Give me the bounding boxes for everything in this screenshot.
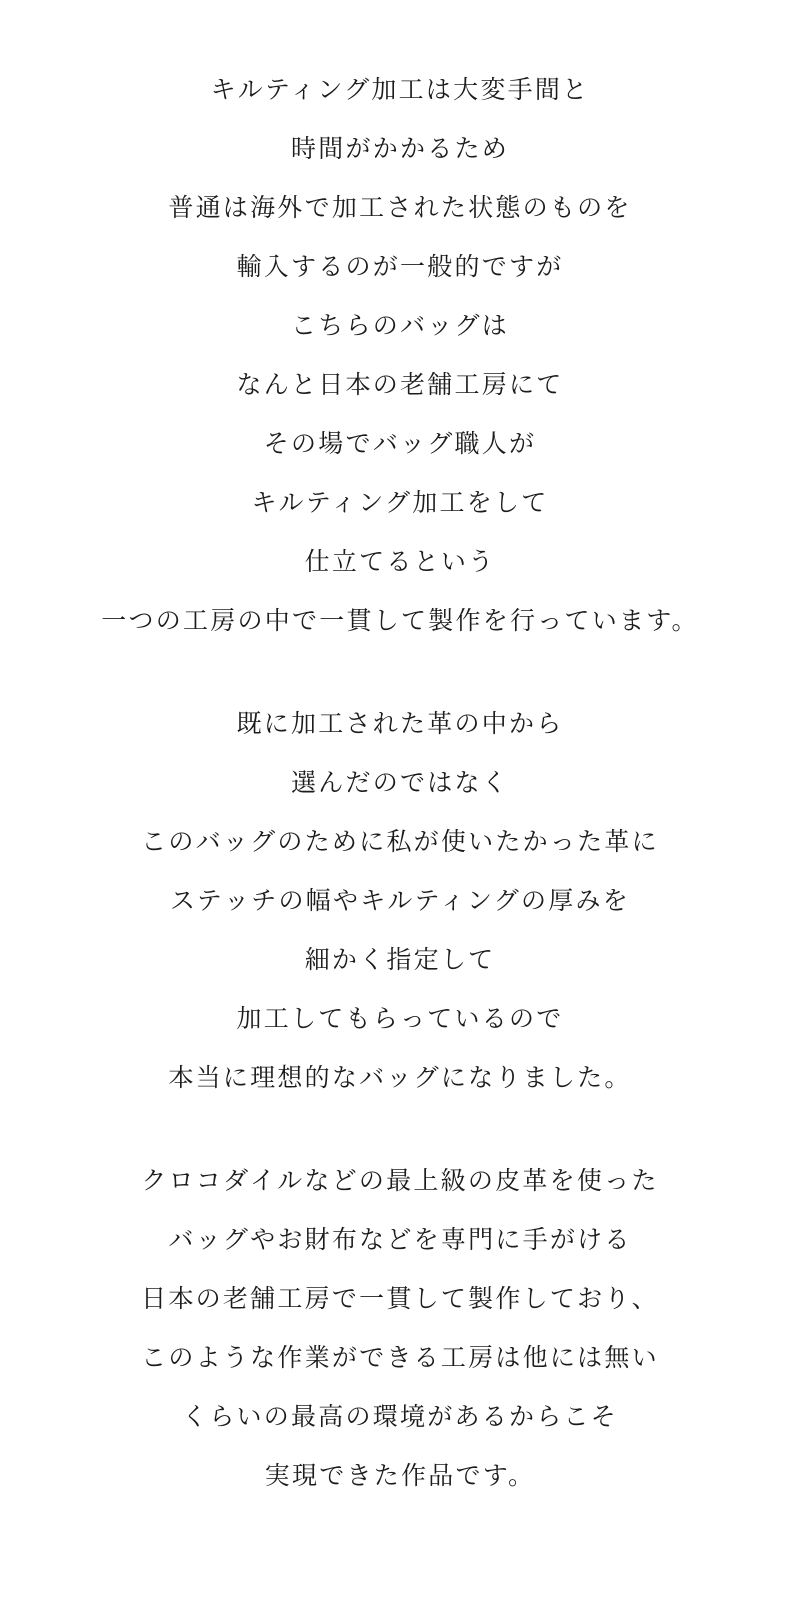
text-line: その場でバッグ職人が bbox=[263, 429, 537, 458]
text-line: なんと日本の老舗工房にて bbox=[236, 370, 564, 399]
text-line: 細かく指定して bbox=[304, 945, 496, 974]
text-line: ステッチの幅やキルティングの厚みを bbox=[169, 886, 630, 915]
text-line: バッグやお財布などを専門に手がける bbox=[168, 1225, 632, 1254]
text-line: このバッグのために私が使いたかった革に bbox=[141, 827, 659, 856]
text-line: くらいの最高の環境があるからこそ bbox=[181, 1402, 618, 1431]
text-line: 加工してもらっているので bbox=[236, 1004, 564, 1033]
text-line: 日本の老舗工房で一貫して製作しており、 bbox=[141, 1284, 659, 1313]
text-line: 本当に理想的なバッグになりました。 bbox=[168, 1063, 632, 1092]
text-line: 既に加工された革の中から bbox=[236, 709, 564, 738]
text-line: 選んだのではなく bbox=[290, 768, 509, 797]
paragraph-3 bbox=[20, 1151, 780, 1505]
text-line: 実現できた作品です。 bbox=[264, 1461, 536, 1490]
text-line: 輸入するのが一般的ですが bbox=[236, 252, 564, 281]
paragraph-2 bbox=[20, 694, 780, 1107]
text-line: こちらのバッグは bbox=[290, 311, 509, 340]
text-line: このような作業ができる工房は他には無い bbox=[141, 1343, 659, 1372]
text-line: キルティング加工は大変手間と bbox=[210, 75, 590, 104]
text-line: 一つの工房の中で一貫して製作を行っています。 bbox=[101, 606, 699, 635]
text-line: 普通は海外で加工された状態のものを bbox=[168, 193, 632, 222]
text-line: クロコダイルなどの最上級の皮革を使った bbox=[141, 1166, 659, 1195]
text-line: 仕立てるという bbox=[304, 547, 496, 576]
text-line: キルティング加工をして bbox=[251, 488, 549, 517]
paragraph-1 bbox=[20, 60, 780, 650]
paragraph-separator bbox=[20, 650, 780, 694]
text-line: 時間がかかるため bbox=[290, 134, 509, 163]
paragraph-separator bbox=[20, 1107, 780, 1151]
